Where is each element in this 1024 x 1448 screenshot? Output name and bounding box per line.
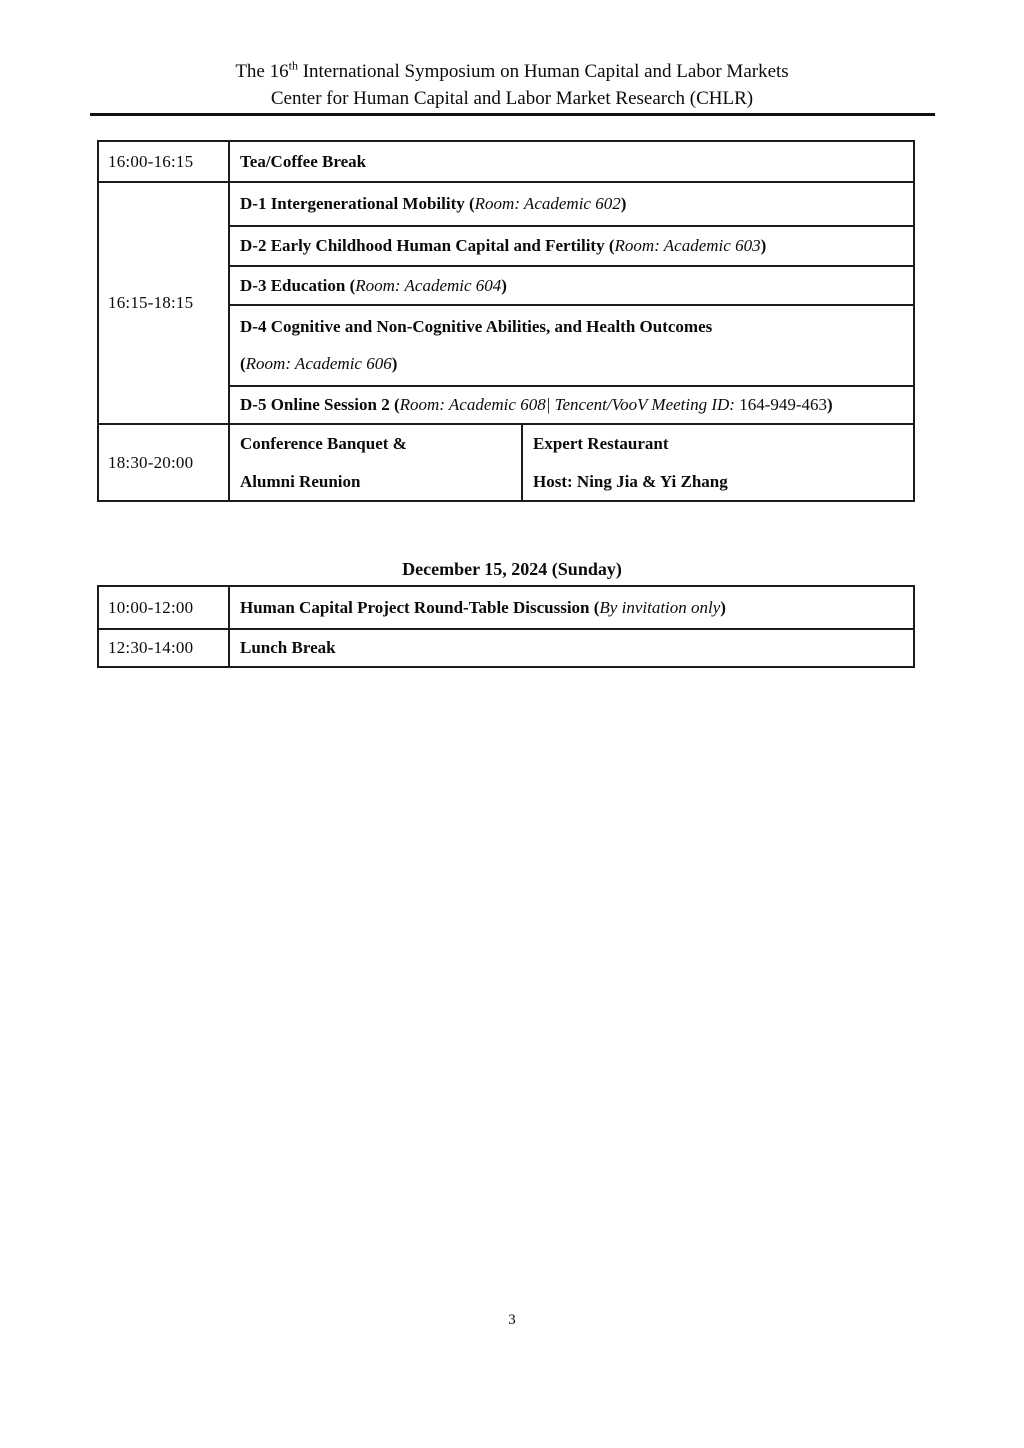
session-row-d2: [230, 225, 913, 265]
session-room: Room: Academic 602: [474, 194, 621, 213]
page-number: 3: [508, 1312, 516, 1328]
title-superscript: th: [288, 58, 298, 73]
session-room: Room: Academic 604: [355, 275, 502, 295]
title-suffix: International Symposium on Human Capital and Labor Markets: [297, 61, 789, 82]
session-title: D-4 Cognitive and Non-Cognitive Abilities, and Health Outcomes: [240, 317, 713, 336]
banquet-event-cell: [230, 425, 523, 500]
schedule-table-dec14: [97, 140, 915, 502]
parallel-session-list: [230, 183, 913, 423]
organization-subtitle: Center for Human Capital and Labor Market Research (CHLR): [270, 88, 754, 109]
document-header: [0, 0, 1024, 112]
table-row-lunch: [99, 628, 913, 666]
table-row-parallel-sessions: [99, 181, 913, 423]
paren-close: ): [620, 194, 627, 213]
header-divider-rule: [90, 113, 935, 116]
session-row-d3: [230, 265, 913, 304]
banquet-venue-cell: [523, 425, 913, 500]
banquet-line1: Conference Banquet &: [240, 433, 407, 453]
paren-open: (: [240, 354, 246, 373]
session-title: D-5 Online Session 2: [240, 395, 390, 414]
paren-open: (: [604, 236, 615, 255]
session-title: D-1 Intergenerational Mobility: [240, 194, 465, 213]
event-text: [240, 598, 726, 618]
venue-host: Host: Ning Jia & Yi Zhang: [533, 471, 728, 491]
paren-open: (: [464, 194, 475, 213]
event-cell: [230, 587, 913, 628]
session-title: D-3 Education: [240, 275, 346, 295]
session-row-d4: [230, 304, 913, 385]
paren-close: ): [391, 354, 398, 373]
invitation-note: By invitation only: [599, 597, 721, 617]
session-text: [240, 276, 507, 296]
time-cell: 18:30-20:00: [99, 425, 230, 500]
session-text: [240, 236, 766, 256]
venue-name: Expert Restaurant: [533, 433, 669, 453]
paren-close: ): [720, 597, 726, 617]
table-row-banquet: [99, 423, 913, 500]
time-cell: 16:15-18:15: [99, 183, 230, 423]
session-text: [240, 194, 626, 214]
paren-open: (: [345, 275, 356, 295]
event-cell: Lunch Break: [240, 638, 336, 657]
time-cell: 12:30-14:00: [99, 630, 230, 666]
table-row-roundtable: [99, 587, 913, 628]
day2-date-heading: December 15, 2024 (Sunday): [402, 559, 622, 579]
event-cell: Tea/Coffee Break: [240, 151, 367, 171]
paren-close: ): [760, 236, 767, 255]
symposium-title: [0, 58, 1024, 85]
session-title: D-2 Early Childhood Human Capital and Fertility: [240, 236, 605, 255]
paren-close: ): [827, 395, 833, 414]
schedule-table-dec15: [97, 585, 915, 668]
table-row-tea-break: [99, 142, 913, 181]
session-room: Room: Academic 606: [245, 354, 392, 373]
session-row-d5: [230, 385, 913, 423]
meeting-id: 164-949-463: [734, 395, 828, 414]
session-text: [240, 395, 833, 415]
banquet-line2: Alumni Reunion: [240, 471, 361, 491]
paren-open: (: [589, 597, 600, 617]
title-prefix: The 16: [235, 61, 289, 82]
time-cell: 10:00-12:00: [99, 587, 230, 628]
session-room: Room: Academic 608| Tencent/VooV Meeting ID:: [399, 395, 735, 414]
session-room: Room: Academic 603: [614, 236, 761, 255]
time-cell: 16:00-16:15: [99, 142, 230, 181]
paren-close: ): [501, 275, 507, 295]
session-room-line: [240, 354, 397, 374]
event-title: Human Capital Project Round-Table Discussion: [240, 597, 590, 617]
paren-open: (: [389, 395, 400, 414]
session-row-d1: [230, 183, 913, 225]
